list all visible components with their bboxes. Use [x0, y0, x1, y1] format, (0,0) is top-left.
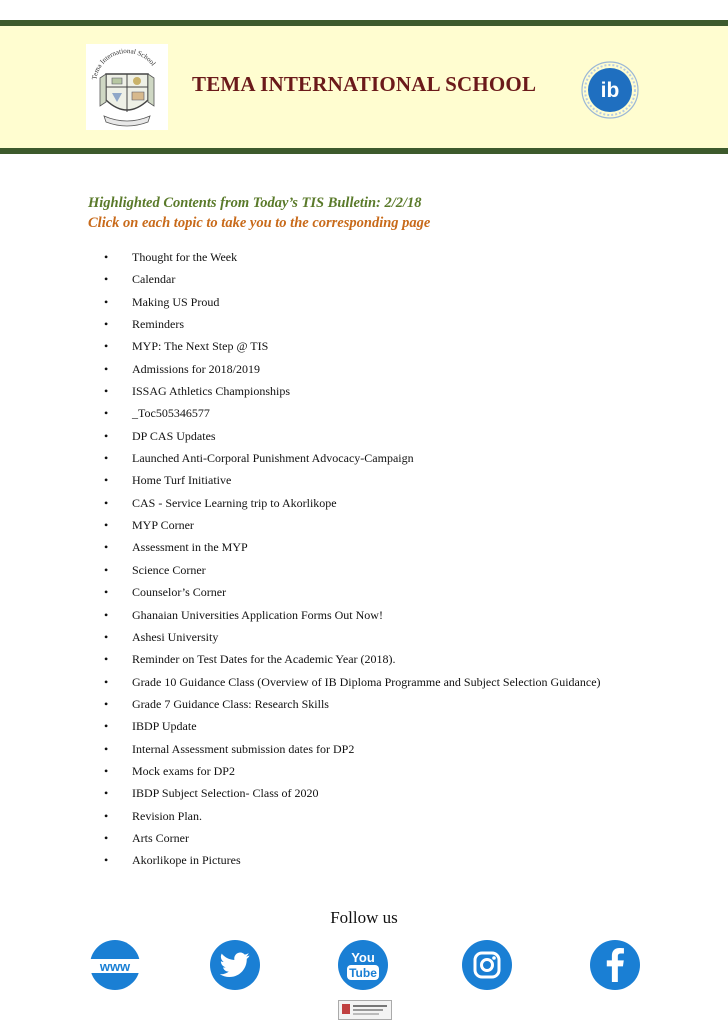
globe-icon: [90, 940, 140, 990]
youtube-icon: [338, 940, 388, 990]
www-label: www: [99, 959, 131, 974]
topic-link[interactable]: • Thought for the Week: [104, 248, 601, 270]
topic-link[interactable]: • Making US Proud: [104, 293, 601, 315]
topic-link[interactable]: • Arts Corner: [104, 829, 601, 851]
footer-badge-logo: [338, 1000, 392, 1020]
topic-link[interactable]: • Grade 10 Guidance Class (Overview of IB Diploma Programme and Subject Selection Guidance): [104, 673, 601, 695]
ib-logo-text: ib: [600, 79, 620, 102]
header-bottom-rule: [0, 148, 728, 154]
topic-link[interactable]: • CAS - Service Learning trip to Akorlikope: [104, 494, 601, 516]
topic-link[interactable]: • _Toc505346577: [104, 404, 601, 426]
topic-link[interactable]: • Science Corner: [104, 561, 601, 583]
topic-link[interactable]: • Launched Anti-Corporal Punishment Advocacy-Campaign: [104, 449, 601, 471]
bulletin-subheading: Click on each topic to take you to the corresponding page: [88, 215, 431, 231]
instagram-camera-icon: [473, 951, 501, 979]
topic-link[interactable]: • Reminders: [104, 315, 601, 337]
topic-link[interactable]: • Mock exams for DP2: [104, 762, 601, 784]
topic-link[interactable]: • Ghanaian Universities Application Forms Out Now!: [104, 606, 601, 628]
twitter-bird-icon: [220, 952, 250, 978]
youtube-you-text: You: [351, 950, 375, 965]
topic-link[interactable]: • MYP: The Next Step @ TIS: [104, 337, 601, 359]
topic-link[interactable]: • IBDP Subject Selection- Class of 2020: [104, 784, 601, 806]
topic-link[interactable]: • Akorlikope in Pictures: [104, 851, 601, 873]
facebook-f-icon: [604, 948, 626, 982]
topic-link[interactable]: • Reminder on Test Dates for the Academic Year (2018).: [104, 650, 601, 672]
topic-link[interactable]: • DP CAS Updates: [104, 427, 601, 449]
topic-link[interactable]: • Grade 7 Guidance Class: Research Skills: [104, 695, 601, 717]
svg-text:Tema International School: Tema International School: [90, 46, 158, 81]
topic-link[interactable]: • MYP Corner: [104, 516, 601, 538]
follow-us-label: Follow us: [330, 908, 398, 927]
topic-link[interactable]: • Admissions for 2018/2019: [104, 360, 601, 382]
topic-link[interactable]: • Home Turf Initiative: [104, 471, 601, 493]
facebook-button[interactable]: [590, 940, 640, 990]
topic-link[interactable]: • Calendar: [104, 270, 601, 292]
topic-link[interactable]: • Revision Plan.: [104, 807, 601, 829]
website-button[interactable]: [90, 940, 140, 990]
topic-link[interactable]: • Assessment in the MYP: [104, 538, 601, 560]
bulletin-heading: Highlighted Contents from Today’s TIS Bulletin: 2/2/18: [88, 195, 422, 211]
youtube-tube-text: Tube: [349, 966, 377, 980]
youtube-button[interactable]: [338, 940, 388, 990]
ib-logo: [580, 60, 640, 120]
topic-list: [104, 248, 601, 874]
topic-link[interactable]: • ISSAG Athletics Championships: [104, 382, 601, 404]
school-title: TEMA INTERNATIONAL SCHOOL: [192, 72, 537, 96]
topic-link[interactable]: • Ashesi University: [104, 628, 601, 650]
twitter-button[interactable]: [210, 940, 260, 990]
topic-link[interactable]: • Internal Assessment submission dates for DP2: [104, 740, 601, 762]
topic-link[interactable]: • Counselor’s Corner: [104, 583, 601, 605]
topic-link[interactable]: • IBDP Update: [104, 717, 601, 739]
instagram-button[interactable]: [462, 940, 512, 990]
school-crest-logo: [86, 44, 168, 130]
